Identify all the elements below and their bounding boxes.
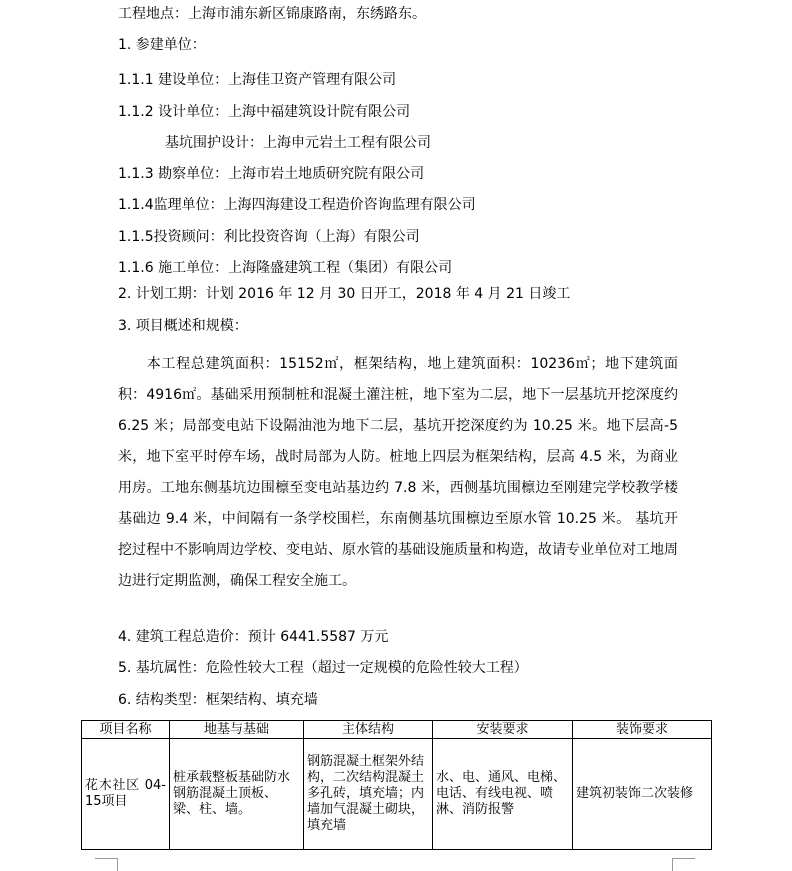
header-decoration: 装饰要求 — [573, 721, 712, 739]
section-5-pit-attribute: 5. 基坑属性：危险性较大工程（超过一定规模的危险性较大工程） — [118, 660, 528, 676]
table-header-row — [82, 721, 712, 739]
section-1-1-5: 1.1.5投资顾问：利比投资咨询（上海）有限公司 — [118, 229, 420, 245]
header-project-name: 项目名称 — [82, 721, 170, 739]
section-3-heading: 3. 项目概述和规模： — [118, 318, 248, 334]
section-1-1-3: 1.1.3 勘察单位：上海市岩土地质研究院有限公司 — [118, 166, 425, 182]
section-1-1-6: 1.1.6 施工单位：上海隆盛建筑工程（集团）有限公司 — [118, 260, 453, 276]
overview-text: 本工程总建筑面积：15152㎡，框架结构，地上建筑面积：10236㎡；地下建筑面积：4916㎡。基础采用预制桩和混凝土灌注桩，地下室为二层，地下一层基坑开挖深度约 6.25 米；局部变电站下设隔油池为地下二层，基坑开挖深度约为 10.25 米。地下层高-5 米，地下室平时停车场，战时局部为人防。桩地上四层为框架结构，层高 4.5 米，为商业用房。工地东侧基坑边围檩至变电站基边约 7.8 米，西侧基坑围檩边至刚建完学校教学楼基础边 9.4 米，中间隔有一条学校围栏，东南侧基坑围檩边至原水管 10.25 米。 基坑开挖过程中不影响周边学校、变电站、原水管的基础设施质量和构造，故请专业单位对工地周边进行定期监测，确保工程安全施工。 — [118, 356, 678, 589]
overview-paragraph — [118, 349, 678, 597]
section-1-1-1: 1.1.1 建设单位：上海佳卫资产管理有限公司 — [118, 72, 397, 88]
project-spec-table — [81, 720, 712, 850]
cell-decoration: 建筑初装饰二次装修 — [573, 739, 712, 850]
section-2-schedule: 2. 计划工期：计划 2016 年 12 月 30 日开工，2018 年 4 月 21 日竣工 — [118, 286, 571, 302]
site-location-line: 工程地点：上海市浦东新区锦康路南，东绣路东。 — [118, 6, 426, 22]
section-1-heading: 1. 参建单位： — [118, 37, 206, 53]
cell-project-name: 花木社区 04-15项目 — [82, 739, 170, 850]
header-foundation: 地基与基础 — [170, 721, 304, 739]
cell-foundation: 桩承载整板基础防水钢筋混凝土顶板、梁、柱、墙。 — [170, 739, 304, 850]
section-1-1-2: 1.1.2 设计单位：上海中福建筑设计院有限公司 — [118, 104, 411, 120]
header-main-structure: 主体结构 — [304, 721, 433, 739]
section-4-cost: 4. 建筑工程总造价：预计 6441.5587 万元 — [118, 629, 389, 645]
section-1-1-4: 1.1.4监理单位：上海四海建设工程造价咨询监理有限公司 — [118, 197, 476, 213]
cell-main-structure: 钢筋混凝土框架外结构，二次结构混凝土多孔砖，填充墙；内墙加气混凝土砌块，填充墙 — [304, 739, 433, 850]
section-1-1-2-pit-design: 基坑围护设计：上海申元岩土工程有限公司 — [165, 135, 431, 151]
cell-installation: 水、电、通风、电梯、电话、有线电视、喷淋、消防报警 — [433, 739, 573, 850]
margin-corner-mark-right — [672, 858, 695, 871]
section-6-structure-type: 6. 结构类型：框架结构、填充墙 — [118, 692, 318, 708]
table-row — [82, 739, 712, 850]
header-installation: 安装要求 — [433, 721, 573, 739]
margin-corner-mark-left — [95, 858, 118, 871]
